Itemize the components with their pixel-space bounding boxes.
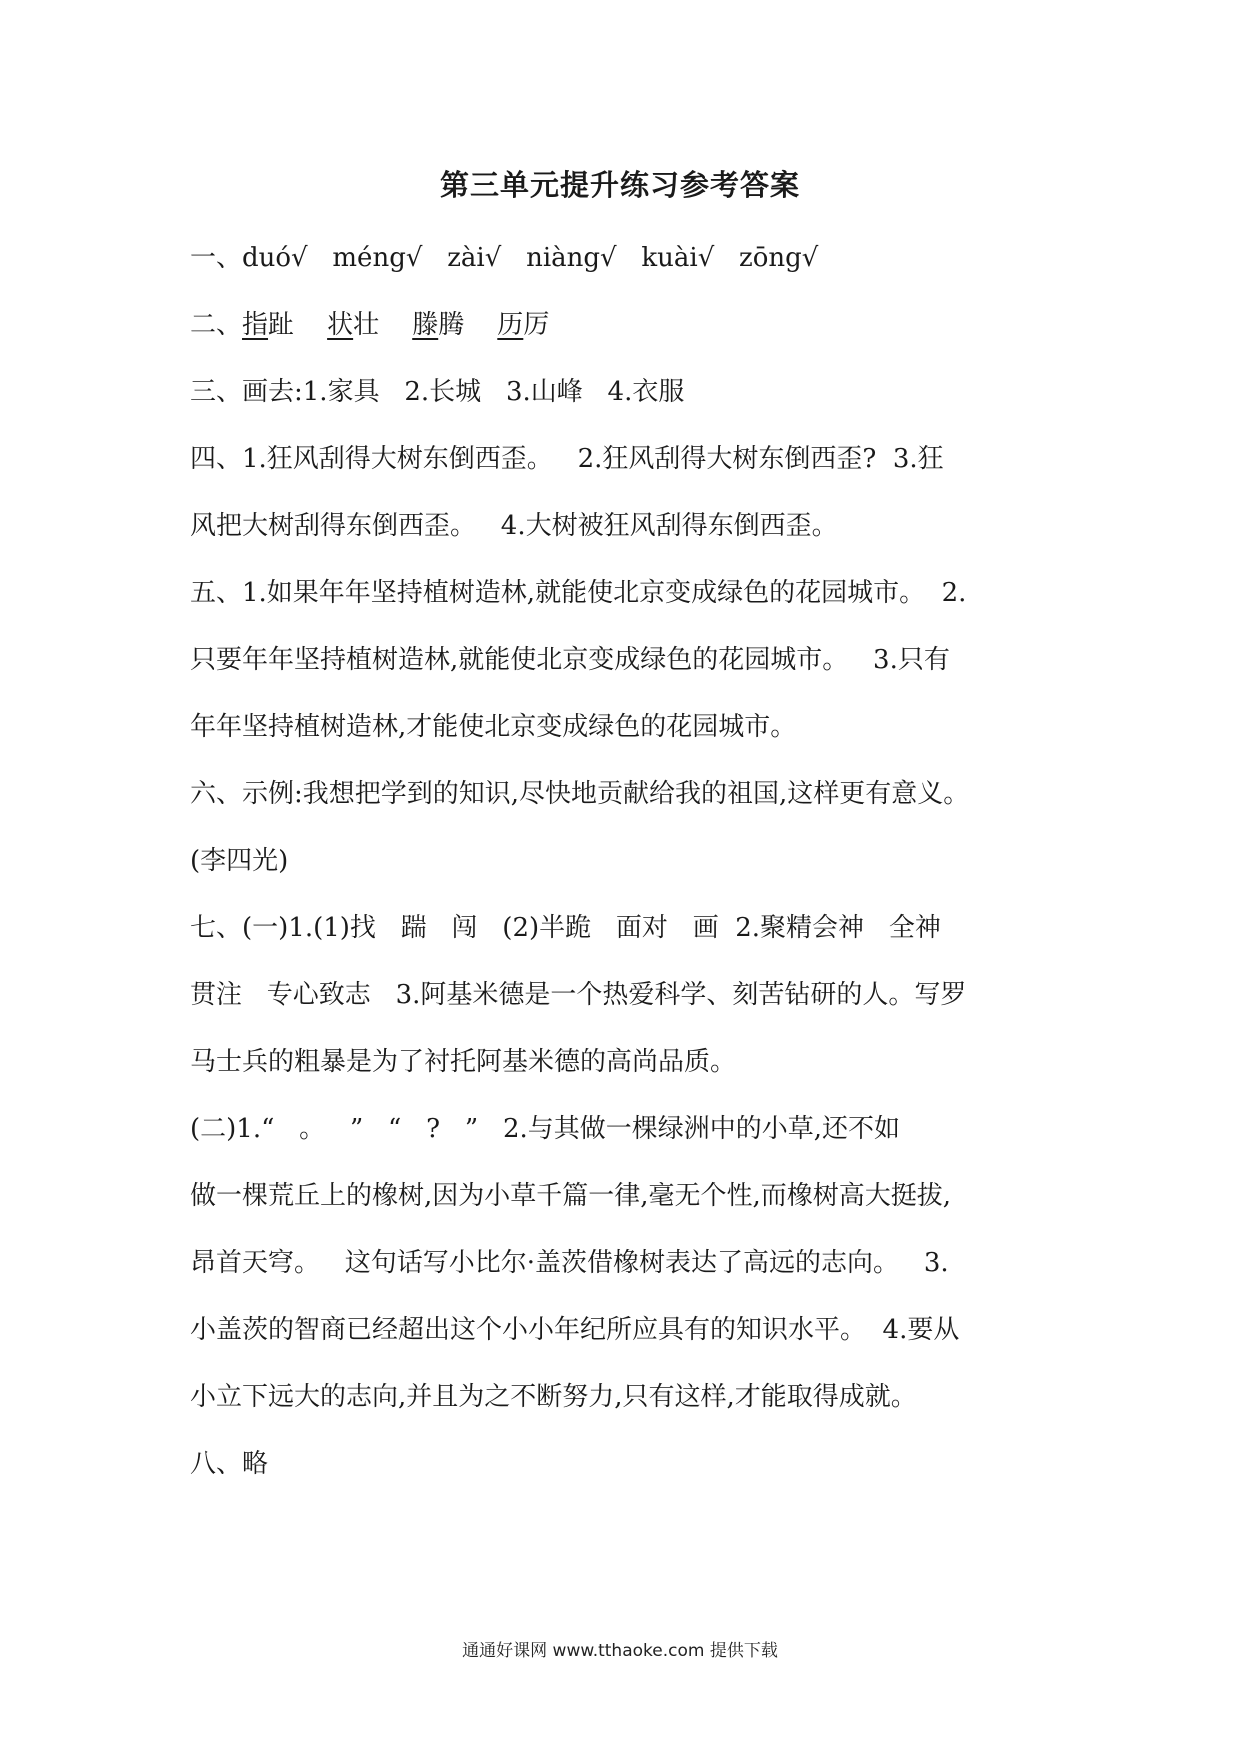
underlined-char: 指	[242, 310, 269, 340]
underlined-char: 滕	[412, 310, 439, 340]
answer-7-2-line: 昂首天穹。 这句话写小比尔·盖茨借橡树表达了高远的志向。 3.	[190, 1248, 949, 1278]
answer-6-line: (李四光)	[190, 846, 289, 876]
paired-char: 趾	[268, 310, 295, 340]
answer-content	[190, 225, 1070, 1498]
answer-4-line: 四、1.狂风刮得大树东倒西歪。 2.狂风刮得大树东倒西歪? 3.狂	[190, 444, 944, 474]
answer-7-1-line: 贯注 专心致志 3.阿基米德是一个热爱科学、刻苦钻研的人。写罗	[190, 980, 967, 1010]
answer-line-3: 三、画去:1.家具 2.长城 3.山峰 4.衣服	[190, 377, 685, 407]
answer-5-line: 只要年年坚持植树造林,就能使北京变成绿色的花园城市。 3.只有	[190, 645, 950, 675]
answer-2-prefix: 二、	[190, 310, 243, 340]
answer-5-line: 年年坚持植树造林,才能使北京变成绿色的花园城市。	[190, 712, 797, 742]
answer-5-line: 五、1.如果年年坚持植树造林,就能使北京变成绿色的花园城市。 2.	[190, 578, 967, 608]
answer-7-2-line: 小立下远大的志向,并且为之不断努力,只有这样,才能取得成就。	[190, 1382, 917, 1412]
paired-char: 厉	[523, 310, 550, 340]
answer-7-1-line: 马士兵的粗暴是为了衬托阿基米德的高尚品质。	[190, 1047, 737, 1077]
footer-credit: 通通好课网 www.tthaoke.com 提供下载	[462, 1641, 778, 1661]
answer-line-8: 八、略	[190, 1449, 269, 1479]
paired-char: 腾	[438, 310, 465, 340]
answer-line-2	[190, 292, 1070, 359]
answer-line-1: 一、duó√ méng√ zài√ niàng√ kuài√ zōng√	[190, 243, 819, 273]
answer-7-2-line: (二)1.“ 。 ” “ ? ” 2.与其做一棵绿洲中的小草,还不如	[190, 1114, 901, 1144]
answer-7-1-line: 七、(一)1.(1)找 踹 闯 (2)半跪 面对 画 2.聚精会神 全神	[190, 913, 941, 943]
page-title: 第三单元提升练习参考答案	[439, 168, 800, 202]
answer-7-2-line: 做一棵荒丘上的橡树,因为小草千篇一律,毫无个性,而橡树高大挺拔,	[190, 1181, 952, 1211]
answer-6-line: 六、示例:我想把学到的知识,尽快地贡献给我的祖国,这样更有意义。	[190, 779, 970, 809]
paired-char: 壮	[353, 310, 380, 340]
answer-7-2-line: 小盖茨的智商已经超出这个小小年纪所应具有的知识水平。 4.要从	[190, 1315, 960, 1345]
answer-4-line: 风把大树刮得东倒西歪。 4.大树被狂风刮得东倒西歪。	[190, 511, 838, 541]
underlined-char: 历	[497, 310, 524, 340]
underlined-char: 状	[327, 310, 354, 340]
